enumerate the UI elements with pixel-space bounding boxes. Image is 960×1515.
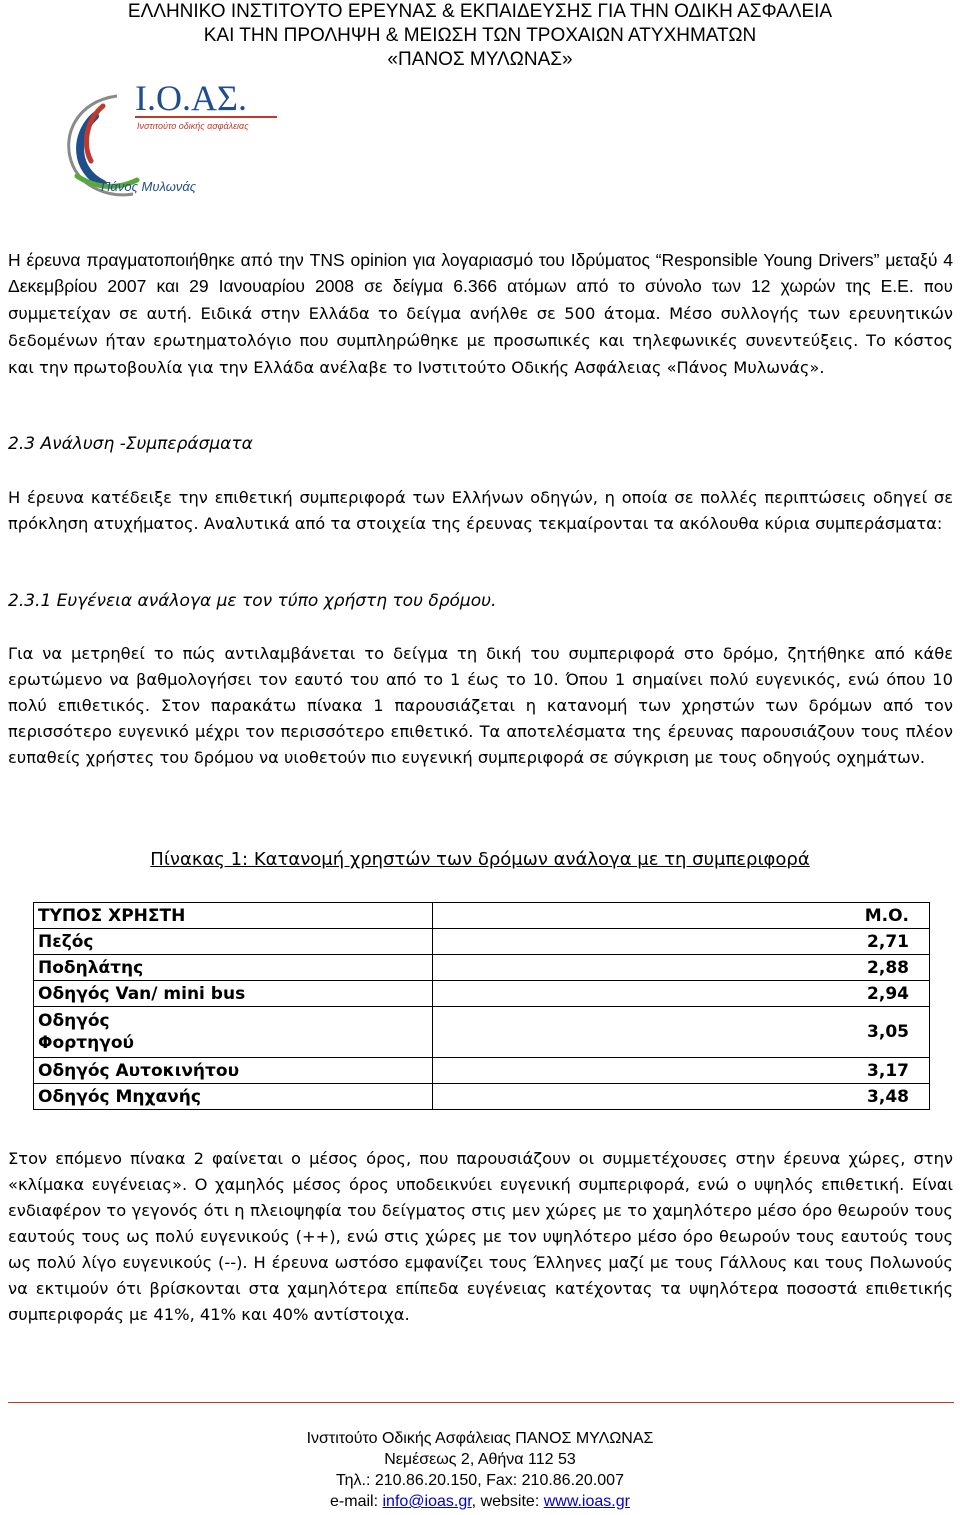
table-cell-type: Οδηγός Van/ mini bus xyxy=(34,981,433,1007)
header-title-line-3: «ΠΑΝΟΣ ΜΥΛΩΝΑΣ» xyxy=(387,49,573,70)
intro-paragraph xyxy=(8,247,953,381)
footer-email-label: e-mail: xyxy=(330,1493,383,1510)
table-cell-type xyxy=(34,1007,433,1058)
footer-divider xyxy=(8,1402,954,1403)
institute-logo xyxy=(55,76,285,206)
user-type-table xyxy=(33,902,930,1110)
table-cell-mean: 3,05 xyxy=(433,1007,930,1058)
footer-website-link[interactable]: www.ioas.gr xyxy=(543,1493,630,1510)
closing-paragraph: Στον επόμενο πίνακα 2 φαίνεται ο μέσος όρος, που παρουσιάζουν οι συμμετέχουσες στην έρευνα χώρες, στην «κλίμακα ευγένειας». Ο χαμηλός μέσος όρος υποδεικνύει ευγενική συμπεριφορά, ενώ ο υψηλός επιθετική. Είναι ενδιαφέρον το γεγονός ότι η πλειοψηφία του δείγματος στις μεν χώρες με το χαμηλότερο μέσο όρο θεωρούν τους εαυτούς τους ως πολύ ευγενικούς (++), ενώ στις χώρες με τον υψηλότερο μέσο όρο θεωρούν τους εαυτούς τους ως πολύ λίγο ευγενικούς (--). Η έρευνα ωστόσο εμφανίζει τους Έλληνες μαζί με τους Γάλλους και τους Πολωνούς να εκτιμούν ότι βρίσκονται στα χαμηλότερα επίπεδα ευγένειας κατέχοντας τα υψηλότερα ποσοστά επιθετικής συμπεριφοράς με 41%, 41% και 40% αντίστοιχα. xyxy=(8,1149,953,1324)
logo-red-swoosh xyxy=(87,106,103,161)
table-row xyxy=(34,929,930,955)
table-cell-mean: 2,94 xyxy=(433,981,930,1007)
table-row xyxy=(34,1058,930,1084)
footer-contact xyxy=(0,1491,960,1512)
section-2-3-heading: 2.3 Ανάλυση -Συμπεράσματα xyxy=(8,434,253,454)
logo-mark-text: Ι.Ο.ΑΣ. xyxy=(135,78,247,118)
section-2-3-paragraph: Η έρευνα κατέδειξε την επιθετική συμπεριφορά των Ελλήνων οδηγών, η οποία σε πολλές περιπτώσεις οδηγεί σε πρόκληση ατυχήματος. Αναλυτικά από τα στοιχεία της έρευνας τεκμαίρονται τα ακόλουθα κύρια συμπεράσματα: xyxy=(8,488,953,533)
table-cell-mean: 2,71 xyxy=(433,929,930,955)
table-cell-type: Ποδηλάτης xyxy=(34,955,433,981)
table-row xyxy=(34,981,930,1007)
table-cell-type: Οδηγός Μηχανής xyxy=(34,1084,433,1110)
intro-text-part-2: που συμμετείχαν σε αυτή. Ειδικά στην Ελλάδα το δείγμα ανήλθε σε 500 άτομα. Μέσο συλλογής των ερευνητικών δεδομένων ήταν ερωτηματολόγιο που συμπληρώθηκε με προσωπικές και τηλεφωνικές συνεντεύξεις. Το κόστος και την πρωτοβουλία για την Ελλάδα ανέλαβε το Ινστιτούτο Οδικής Ασφάλειας «Πάνος Μυλωνάς». xyxy=(8,277,953,377)
intro-text-part-1: Η έρευνα πραγματοποιήθηκε από την TNS opinion για λογαριασμό του Ιδρύματος “Responsible Young Drivers” μεταξύ 4 Δεκεμβρίου 2007 και 29 Ιανουαρίου 2008 σε δείγμα 6.366 ατόμων από το σύνολο των 12 χωρών της Ε.Ε. xyxy=(8,250,953,296)
table-1-caption: Πίνακας 1: Κατανομή χρηστών των δρόμων ανάλογα με τη συμπεριφορά xyxy=(150,849,810,870)
table-cell-mean: 3,48 xyxy=(433,1084,930,1110)
header-title-line-2: ΚΑΙ ΤΗΝ ΠΡΟΛΗΨΗ & ΜΕΙΩΣΗ ΤΩΝ ΤΡΟΧΑΙΩΝ ΑΤΥΧΗΜΑΤΩΝ xyxy=(203,25,757,46)
table-header-row xyxy=(34,903,930,929)
section-2-3-1-heading: 2.3.1 Ευγένεια ανάλογα με τον τύπο χρήστη του δρόμου. xyxy=(8,591,497,611)
table-header-mean: Μ.Ο. xyxy=(433,903,930,929)
logo-name: Πάνος Μυλωνάς xyxy=(101,179,197,194)
table-header-type: ΤΥΠΟΣ ΧΡΗΣΤΗ xyxy=(34,903,433,929)
footer-phone-fax: Τηλ.: 210.86.20.150, Fax: 210.86.20.007 xyxy=(336,1472,624,1489)
footer-website-label: , website: xyxy=(471,1493,544,1510)
table-row xyxy=(34,955,930,981)
table-cell-type: Πεζός xyxy=(34,929,433,955)
footer-email-link[interactable]: info@ioas.gr xyxy=(382,1493,472,1510)
table-cell-mean: 2,88 xyxy=(433,955,930,981)
footer-institute-name: Ινστιτούτο Οδικής Ασφάλειας ΠΑΝΟΣ ΜΥΛΩΝΑΣ xyxy=(306,1430,654,1447)
footer-address: Νεμέσεως 2, Αθήνα 112 53 xyxy=(384,1451,576,1468)
section-2-3-1-paragraph: Για να μετρηθεί το πώς αντιλαμβάνεται το δείγμα τη δική του συμπεριφορά στο δρόμο, ζητήθηκε από κάθε ερωτώμενο να βαθμολογήσει τον εαυτό του από το 1 έως το 10. Όπου 1 σημαίνει πολύ ευγενικός, ενώ όπου 10 πολύ επιθετικός. Στον παρακάτω πίνακα 1 παρουσιάζεται η κατανομή των χρηστών των δρόμων από τον περισσότερο ευγενικό μέχρι τον περισσότερο επιθετικό. Τα αποτελέσματα της έρευνας παρουσιάζουν τους πλέον ευπαθείς χρήστες του δρόμου να υιοθετούν πιο ευγενική συμπεριφορά σε σύγκριση με τους οδηγούς οχημάτων. xyxy=(8,644,953,767)
table-cell-mean: 3,17 xyxy=(433,1058,930,1084)
table-cell-type: Οδηγός Αυτοκινήτου xyxy=(34,1058,433,1084)
table-row xyxy=(34,1084,930,1110)
table-row xyxy=(34,1007,930,1058)
header-title-line-1: ΕΛΛΗΝΙΚΟ ΙΝΣΤΙΤΟΥΤΟ ΕΡΕΥΝΑΣ & ΕΚΠΑΙΔΕΥΣΗΣ ΓΙΑ ΤΗΝ ΟΔΙΚΗ ΑΣΦΑΛΕΙΑ xyxy=(127,1,833,22)
table-cell-type-text: Οδηγός Φορτηγού xyxy=(38,1011,134,1053)
logo-tagline: Ινστιτούτο οδικής ασφάλειας xyxy=(137,121,249,131)
